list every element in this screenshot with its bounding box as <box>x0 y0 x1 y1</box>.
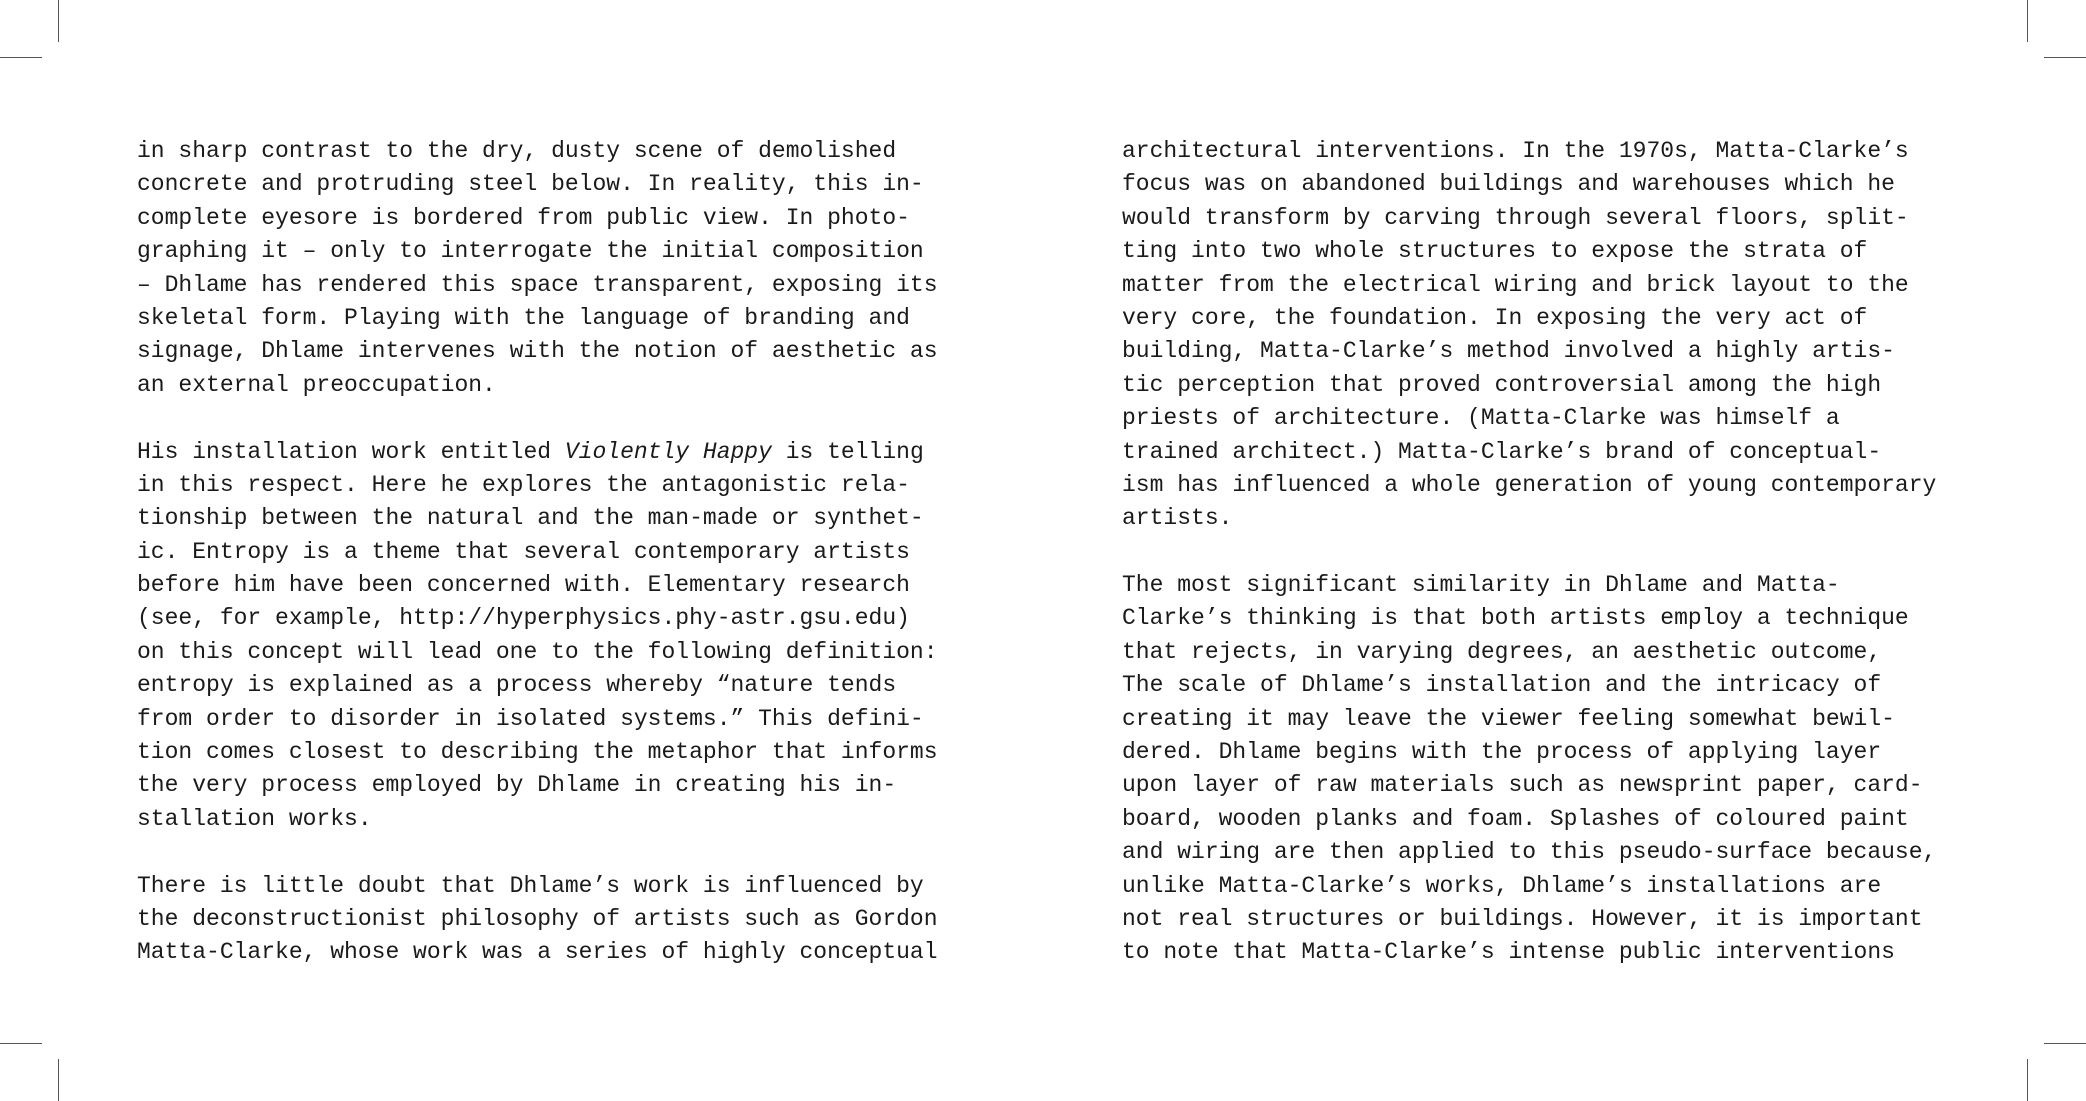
text-line: Clarke’s thinking is that both artists employ a technique <box>1122 605 1909 632</box>
text-line: – Dhlame has rendered this space transparent, exposing its <box>137 271 938 298</box>
text-line: to note that Matta-Clarke’s intense public interventions <box>1122 939 1895 966</box>
left-page-column <box>137 135 977 1003</box>
left-paragraph-2 <box>137 436 977 837</box>
text-line: very core, the foundation. In exposing the very act of <box>1122 304 1868 331</box>
text-line: complete eyesore is bordered from public view. In photo- <box>137 204 910 231</box>
text-line: focus was on abandoned buildings and warehouses which he <box>1122 171 1895 198</box>
crop-mark-bottom-left-vertical <box>58 1059 59 1101</box>
text-line: would transform by carving through several floors, split- <box>1122 204 1909 231</box>
text-line: Matta-Clarke, whose work was a series of highly conceptual <box>137 939 938 966</box>
text-line: tion comes closest to describing the metaphor that informs <box>137 739 938 766</box>
left-paragraph-1 <box>137 135 977 402</box>
text-line: dered. Dhlame begins with the process of applying layer <box>1122 739 1882 766</box>
right-paragraph-1 <box>1122 135 1962 536</box>
text-line: building, Matta-Clarke’s method involved a highly artis- <box>1122 338 1895 365</box>
text-line: from order to disorder in isolated systems.” This defini- <box>137 705 924 732</box>
text-line: that rejects, in varying degrees, an aesthetic outcome, <box>1122 638 1882 665</box>
text-line: before him have been concerned with. Elementary research <box>137 572 910 599</box>
text-line: upon layer of raw materials such as newsprint paper, card- <box>1122 772 1923 799</box>
text-line: ting into two whole structures to expose the strata of <box>1122 238 1868 265</box>
crop-mark-top-left-vertical <box>58 0 59 42</box>
text-line: an external preoccupation. <box>137 371 496 398</box>
text-line: the very process employed by Dhlame in creating his in- <box>137 772 897 799</box>
crop-mark-bottom-right-vertical <box>2027 1059 2028 1101</box>
text-line: The scale of Dhlame’s installation and the intricacy of <box>1122 672 1882 699</box>
text-line: creating it may leave the viewer feeling somewhat bewil- <box>1122 705 1895 732</box>
text-line: graphing it – only to interrogate the initial composition <box>137 238 924 265</box>
right-paragraph-2 <box>1122 569 1962 970</box>
artwork-title: Violently Happy <box>564 438 772 465</box>
crop-mark-top-right-horizontal <box>2044 57 2086 58</box>
text-line: stallation works. <box>137 805 372 832</box>
text-line: The most significant similarity in Dhlame and Matta- <box>1122 572 1840 599</box>
crop-mark-top-left-horizontal <box>0 57 42 58</box>
text-run: His installation work entitled <box>137 438 565 465</box>
text-line: in sharp contrast to the dry, dusty scene of demolished <box>137 138 897 164</box>
text-run: is telling <box>771 438 924 465</box>
right-page-column <box>1122 135 1962 1003</box>
text-line: board, wooden planks and foam. Splashes of coloured paint <box>1122 805 1909 832</box>
text-line: priests of architecture. (Matta-Clarke was himself a <box>1122 405 1840 432</box>
text-line: not real structures or buildings. However, it is important <box>1122 905 1923 932</box>
text-line: trained architect.) Matta-Clarke’s brand of conceptual- <box>1122 438 1882 465</box>
text-line: tionship between the natural and the man-made or synthet- <box>137 505 924 532</box>
text-line: signage, Dhlame intervenes with the notion of aesthetic as <box>137 338 938 365</box>
crop-mark-bottom-left-horizontal <box>0 1043 42 1044</box>
text-line: tic perception that proved controversial among the high <box>1122 371 1882 398</box>
text-line: ism has influenced a whole generation of young contemporary <box>1122 471 1937 498</box>
text-line: architectural interventions. In the 1970s, Matta-Clarke’s <box>1122 138 1909 164</box>
text-line: in this respect. Here he explores the antagonistic rela- <box>137 471 910 498</box>
text-line: ic. Entropy is a theme that several contemporary artists <box>137 538 910 565</box>
text-line: artists. <box>1122 505 1233 532</box>
crop-mark-bottom-right-horizontal <box>2044 1043 2086 1044</box>
crop-mark-top-right-vertical <box>2027 0 2028 42</box>
text-line: concrete and protruding steel below. In reality, this in- <box>137 171 924 198</box>
text-line <box>137 436 977 469</box>
text-line: unlike Matta-Clarke’s works, Dhlame’s installations are <box>1122 872 1882 899</box>
text-line: entropy is explained as a process whereby “nature tends <box>137 672 897 699</box>
text-line: on this concept will lead one to the following definition: <box>137 638 938 665</box>
text-line: the deconstructionist philosophy of artists such as Gordon <box>137 905 938 932</box>
text-line: skeletal form. Playing with the language of branding and <box>137 304 910 331</box>
text-line: and wiring are then applied to this pseudo-surface because, <box>1122 839 1937 866</box>
text-line: There is little doubt that Dhlame’s work is influenced by <box>137 872 924 899</box>
text-line: matter from the electrical wiring and brick layout to the <box>1122 271 1909 298</box>
left-paragraph-3 <box>137 870 977 970</box>
text-line: (see, for example, http://hyperphysics.phy-astr.gsu.edu) <box>137 605 910 632</box>
